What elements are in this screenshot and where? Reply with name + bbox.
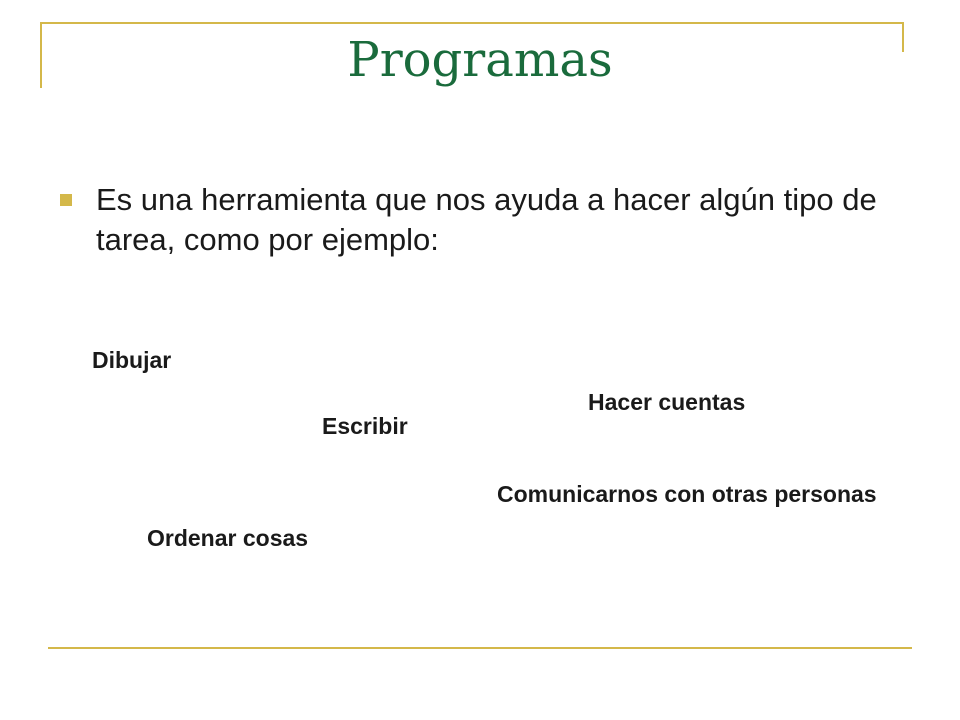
example-comunicarnos: Comunicarnos con otras personas [497, 481, 877, 507]
frame-top-line [40, 22, 904, 24]
slide-title: Programas [347, 32, 613, 88]
example-escribir: Escribir [322, 413, 408, 439]
square-bullet-icon [60, 194, 72, 206]
frame-bottom-line [48, 647, 912, 649]
example-hacer-cuentas: Hacer cuentas [588, 389, 746, 415]
example-dibujar: Dibujar [92, 347, 172, 373]
example-ordenar-cosas: Ordenar cosas [147, 525, 309, 551]
bullet-text: Es una herramienta que nos ayuda a hacer algún tipo de tarea, como por ejemplo: [96, 182, 877, 257]
